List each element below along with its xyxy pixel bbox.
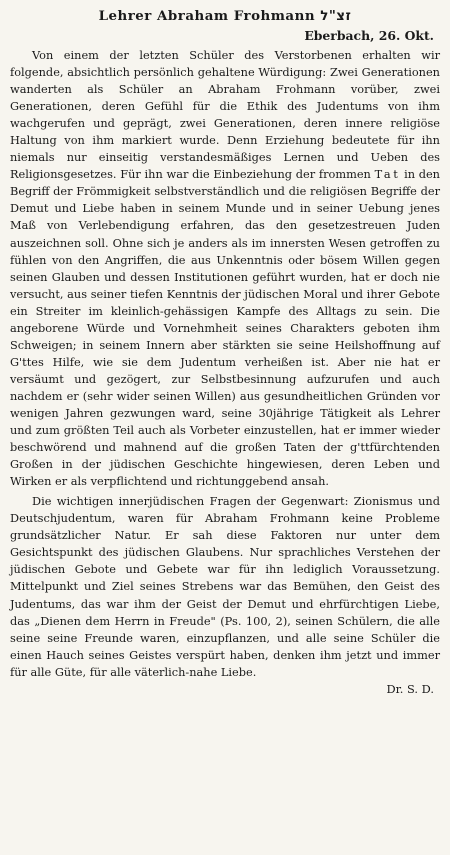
article-title-hebrew: זצ"ל — [320, 9, 352, 24]
signature: Dr. S. D. — [386, 681, 434, 696]
article-body — [10, 47, 440, 681]
paragraph-1-part-1: Von einem der letzten Schüler des Verstorbenen erhalten wir folgende, absichtlich persönlich gehaltene Würdigung: Zwei Generationen wanderten als Schüler an Abraham Frohmann vorüber, zwei Generationen, deren Gefühl für die Ethik des Judentums von ihm wachgerufen und geprägt, zwei Generationen, deren innere religiöse Haltung von ihm markiert wurde. Denn Erziehung bedeutete für ihn niemals nur einseitig verstandesmäßiges Lernen und Ueben des Religionsgesetzes. Für ihn war die Einbeziehung der frommen — [10, 48, 440, 182]
paragraph-1-emphasis: Tat — [374, 167, 401, 182]
paragraph-1-part-2: in den Begriff der Frömmigkeit selbstverständlich und die religiösen Begriffe der Demut und Liebe haben in seinem Munde und in seiner Uebung jenes Maß von Verlebendigung erfahren, das den gesetzestreuen Juden auszeichnen soll. Ohne sich je anders als im innersten Wesen getroffen zu fühlen von den Angriffen, die aus Unkenntnis oder bösem Willen gegen seinen Glauben und dessen Institutionen geführt wurden, hat er doch nie versucht, aus seiner tiefen Kenntnis der jüdischen Moral und ihrer Gebote ein Streiter im kleinlich-gehässigen Kampfe des Alltags zu sein. Die angeborene Würde und Vornehmheit seines Charakters geboten ihm Schweigen; in seinem Innern aber stärkten sie seine Heilshoffnung auf G'ttes Hilfe, wie sie dem Judentum verheißen ist. Aber nie hat er versäumt und gezögert, zur Selbstbesinnung aufzurufen und auch nachdem er (sehr wider seinen Willen) aus gesundheitlichen Gründen vor wenigen Jahren gezwungen ward, seine 30jährige Tätigkeit als Lehrer und zum größten Teil auch als Vorbeter einzustellen, hat er immer wieder beschwörend und mahnend auf die großen Taten der g'ttfürchtenden Großen in der jüdischen Geschichte hingewiesen, deren Leben und Wirken er als verpflichtend und richtunggebend ansah. — [10, 167, 440, 489]
article-title-text: Lehrer Abraham Frohmann — [98, 8, 316, 24]
article-title — [10, 6, 440, 27]
dateline: Eberbach, 26. Okt. — [304, 28, 434, 43]
paragraph-2: Die wichtigen innerjüdischen Fragen der Gegenwart: Zionismus und Deutschjudentum, waren für Abraham Frohmann keine Probleme grundsätzlicher Natur. Er sah diese Faktoren nur unter dem Gesichtspunkt des jüdischen Glaubens. Nur sprachliches Verstehen der jüdischen Gebote und Gebete war für ihn lediglich Voraussetzung. Mittelpunkt und Ziel seines Strebens war das Bemühen, den Geist des Judentums, das war ihm der Geist der Demut und ehrfürchtigen Liebe, das „Dienen dem Herrn in Freude" (Ps. 100, 2), seinen Schülern, die alle seine seine Freunde waren, einzupflanzen, und alle seine Schüler die einen Hauch seines Geistes verspürt haben, denken ihm jetzt und immer für alle Güte, für alle väterlich-nahe Liebe. — [10, 494, 440, 679]
paragraph-1 — [10, 47, 440, 490]
